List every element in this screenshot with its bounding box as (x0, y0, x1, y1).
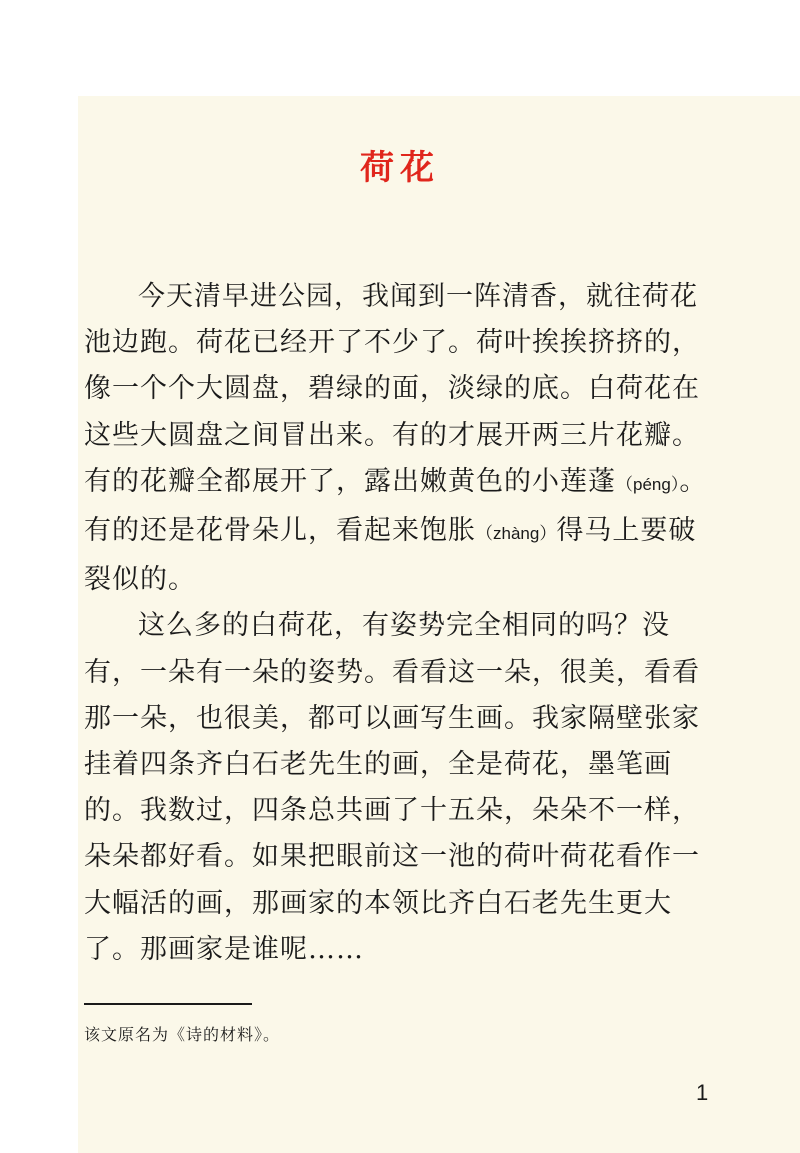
article-body (84, 274, 724, 973)
footnote: 该文原名为《诗的材料》。 (84, 1025, 281, 1044)
footnote-divider (84, 1003, 252, 1005)
page-number: 1 (696, 1080, 709, 1105)
paragraph-1-part-3: 得马上要破裂似的。 (84, 515, 697, 596)
paragraph-2: 这么多的白荷花，有姿势完全相同的吗？没有，一朵有一朵的姿势。看看这一朵，很美，看看那一朵，也很美，都可以画写生画。我家隔壁张家挂着四条齐白石老先生的画，全是荷花，墨笔画的。我数过，四条总共画了十五朵，朵朵不一样，朵朵都好看。如果把眼前这一池的荷叶荷花看作一大幅活的画，那画家的本领比齐白石老先生更大了。那画家是谁呢…… (84, 610, 700, 965)
pinyin-annotation-zhang: （zhàng） (476, 524, 557, 544)
paragraph-1-part-2: 。有的还是花骨朵儿，看起来饱胀 (84, 465, 708, 547)
page-title: 荷花 (360, 148, 440, 188)
pinyin-annotation-peng: （péng） (616, 474, 680, 494)
paragraph-1-part-1: 今天清早进公园，我闻到一阵清香，就往荷花池边跑。荷花已经开了不少了。荷叶挨挨挤挤的，像一个个大圆盘，碧绿的面，淡绿的底。白荷花在这些大圆盘之间冒出来。有的才展开两三片花瓣。有的花瓣全都展开了，露出嫩黄色的小莲蓬 (84, 281, 700, 497)
paragraph-1 (84, 274, 724, 603)
